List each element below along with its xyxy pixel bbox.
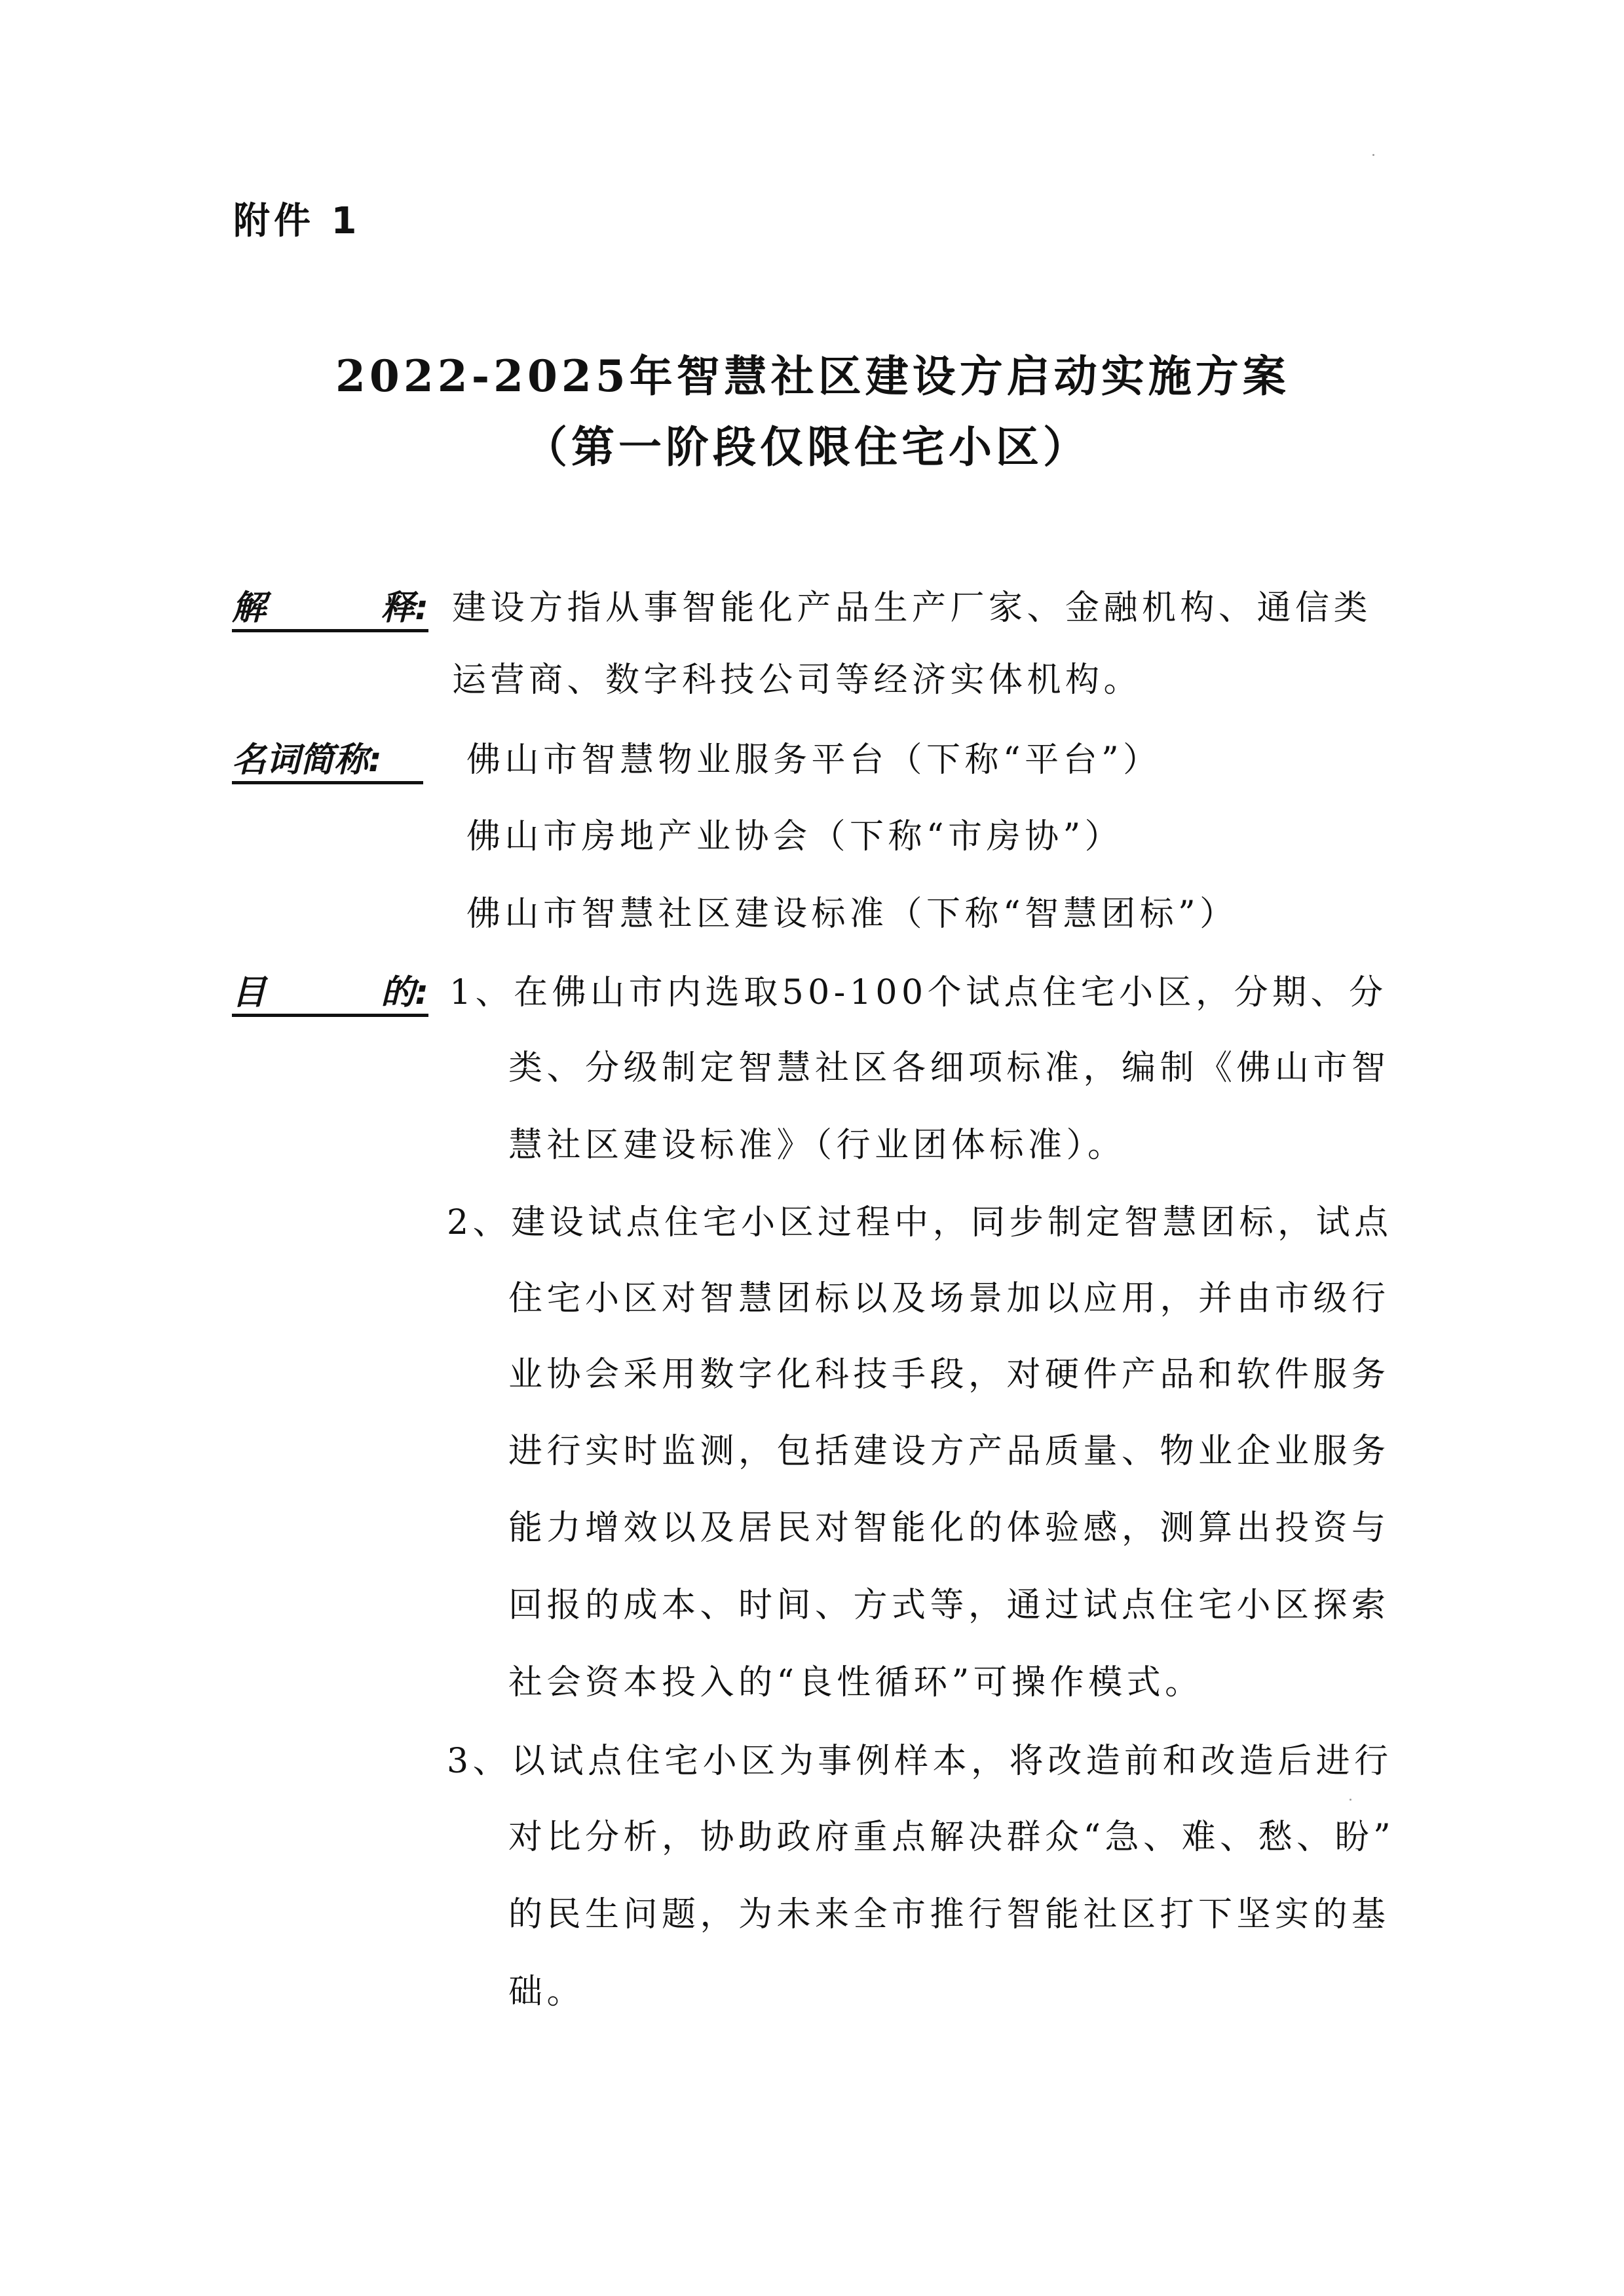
document-title-line-2: （第一阶段仅限住宅小区） [524,421,1090,472]
purpose-item-3-line: 对比分析，协助政府重点解决群众“急、难、愁、盼” [508,1818,1395,1857]
purpose-item-3-line: 础。 [508,1972,586,2012]
explanation-text-line-2: 运营商、数字科技公司等经济实体机构。 [452,660,1142,700]
scan-speck [1372,154,1374,156]
purpose-item-2-line: 进行实时监测，包括建设方产品质量、物业企业服务 [508,1432,1390,1471]
explanation-label-right: 释: [381,588,428,628]
abbreviation-item: 佛山市智慧物业服务平台（下称“平台”） [466,740,1161,780]
purpose-item-1-line: 类、分级制定智慧社区各细项标准，编制《佛山市智 [508,1048,1390,1088]
purpose-label [232,973,428,1017]
explanation-label-left: 解 [232,588,267,628]
purpose-item-3-line: 的民生问题，为未来全市推行智能社区打下坚实的基 [508,1895,1390,1934]
purpose-item-2-line: 业协会采用数字化科技手段，对硬件产品和软件服务 [508,1355,1390,1394]
abbreviation-item: 佛山市房地产业协会（下称“市房协”） [466,817,1124,856]
scan-speck [1350,1799,1351,1801]
abbreviations-label-text: 名词简称: [232,740,382,780]
abbreviations-label [232,740,423,784]
purpose-item-1-line: 1、在佛山市内选取50-100个试点住宅小区，分期、分 [449,973,1388,1012]
purpose-item-2-line: 住宅小区对智慧团标以及场景加以应用，并由市级行 [508,1279,1390,1318]
attachment-label: 附件 1 [233,200,361,242]
explanation-text-line-1: 建设方指从事智能化产品生产厂家、金融机构、通信类 [452,588,1372,628]
purpose-item-1-line: 慧社区建设标准》（行业团体标准）。 [508,1126,1126,1165]
abbreviation-item: 佛山市智慧社区建设标准（下称“智慧团标”） [466,894,1238,934]
purpose-label-right: 的: [381,973,428,1012]
explanation-label [232,588,428,632]
purpose-item-3-line: 3、以试点住宅小区为事例样本，将改造前和改造后进行 [447,1742,1393,1781]
purpose-label-left: 目 [232,973,267,1012]
document-title-line-1: 2022-2025年智慧社区建设方启动实施方案 [335,351,1290,402]
purpose-item-2-line: 社会资本投入的“良性循环”可操作模式。 [508,1663,1203,1702]
purpose-item-2-line: 能力增效以及居民对智能化的体验感，测算出投资与 [508,1508,1390,1548]
purpose-item-2-line: 2、建设试点住宅小区过程中，同步制定智慧团标，试点 [447,1203,1393,1242]
purpose-item-2-line: 回报的成本、时间、方式等，通过试点住宅小区探索 [508,1586,1390,1625]
